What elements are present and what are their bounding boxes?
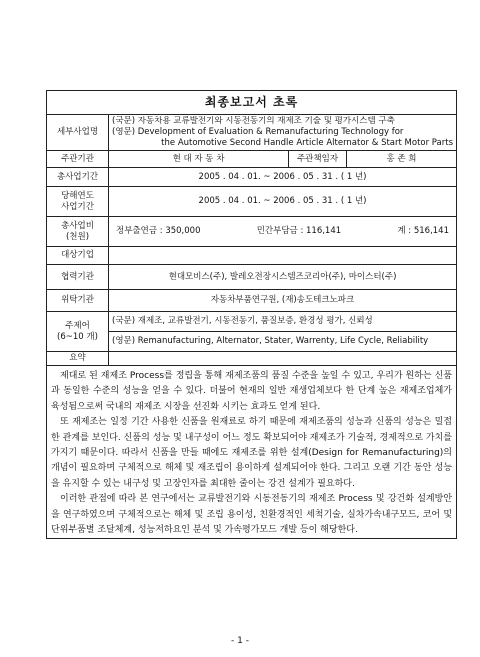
summary-paragraph-1: 제대로 된 재제조 Process를 정립을 통해 재제조품의 품질 수준을 높일 수 있고, 우리가 원하는 신품과 동일한 수준의 성능을 얻을 수 있다. 더불어 현재의 일반 재생업체보다 한 단계 높은 재제조업체가 육성됨으로써 국내의 재제조 시장을 선진화 시키는 효과도 얻게 된다.: [51, 371, 453, 412]
pi-label: 주관책임자: [289, 151, 347, 168]
cost-private: 민간부담금 : 116,141: [256, 226, 342, 236]
report-title: 최종보고서 초록: [47, 91, 457, 115]
summary-paragraph-2: 또 재제조는 일정 기간 사용한 신품을 원재료로 하기 때문에 재제조품의 성능과 신품의 성능은 밀접한 관계를 보인다. 신품의 성능 및 내구성이 어느 정도 확보되어야 재제조가 기술적, 경제적으로 가치를 가지기 때문이다. 따라서 신품을 만들 때에도 재제조를 위한 설계(Design for Remanufacturing)의 개념이 필요하며 구체적으로 해체 및 재조립이 용이하게 설계되어야 한다. 그리고 오랜 기간 동안 성능을 유지할 수 있는 내구성 및 고장인자를 최대한 줄이는 강건 설계가 필요하다.: [51, 417, 453, 489]
keyword-en: (영문) Remanufacturing, Alternator, Stater, Warrenty, Life Cycle, Reliability: [109, 332, 457, 352]
partner-label: 협력기관: [47, 265, 109, 290]
consign-value: 자동차부품연구원, (재)송도테크노파크: [109, 290, 457, 312]
summary-body: [47, 366, 457, 539]
cost-gov: 정부출연금 : 350,000: [116, 226, 201, 236]
year-value: 2005 . 04 . 01. ~ 2006 . 05 . 31 . ( 1 년): [109, 187, 457, 217]
project-name-en-1: (영문) Development of Evaluation & Remanufacturing Technology for: [112, 127, 404, 137]
target-label: 대상기업: [47, 247, 109, 265]
keyword-label: 주제어 (6~10 개): [47, 312, 109, 352]
project-name-cell: [109, 115, 457, 151]
org-value: 현 대 자 동 차: [109, 151, 289, 168]
cost-value: [109, 217, 457, 247]
project-label: 세부사업명: [47, 115, 109, 151]
abstract-table: [46, 90, 457, 539]
summary-label: 요약: [47, 352, 109, 366]
pi-value: 홍 존 희: [347, 151, 457, 168]
project-name-ko: (국문) 자동차용 교류발전기와 시동전동기의 재제조 기술 및 평가시스템 구축: [112, 116, 395, 126]
year-label: 당해연도 사업기간: [47, 187, 109, 217]
project-name-en-2: the Automotive Second Handle Article Alternator & Start Motor Parts: [161, 138, 454, 148]
report-page: [46, 90, 456, 539]
keyword-ko: (국문) 재제조, 교류발전기, 시동전동기, 품질보증, 환경성 평가, 신뢰성: [109, 312, 457, 332]
cost-label: 총사업비 (천원): [47, 217, 109, 247]
page-number: - 1 -: [231, 636, 249, 646]
summary-paragraph-3: 이러한 관점에 따라 본 연구에서는 교류발전기와 시동전동기의 재제조 Process 및 강건화 설계방안을 연구하였으며 구체적으로는 해체 및 조립 용이성, 친환경적인 세척기술, 실차가속내구모드, 코어 및 단위부품별 조달체계, 성능저하요인 분석 및 가속평가모드 개발 등이 해당한다.: [51, 494, 453, 536]
org-label: 주관기관: [47, 151, 109, 168]
target-value: [109, 247, 457, 265]
partner-value: 현대모비스(주), 발레오전장시스템즈코리아(주), 마이스터(주): [109, 265, 457, 290]
period-value: 2005 . 04 . 01. ~ 2006 . 05 . 31 . ( 1 년): [109, 168, 457, 187]
period-label: 총사업기간: [47, 168, 109, 187]
consign-label: 위탁기관: [47, 290, 109, 312]
cost-total: 계 : 516,141: [397, 226, 450, 236]
